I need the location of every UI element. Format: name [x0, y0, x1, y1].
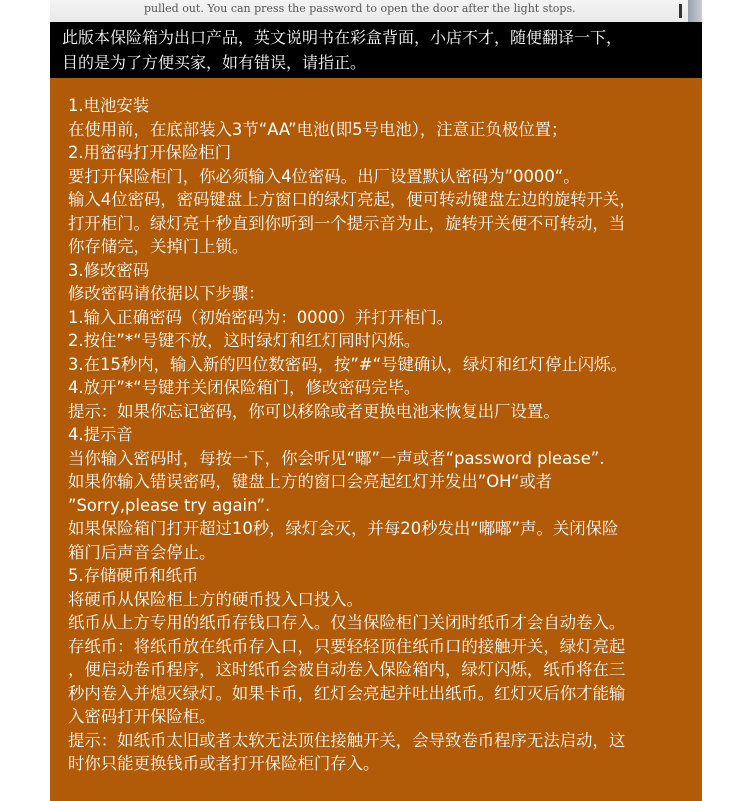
- text-line: 如果保险箱门打开超过10秒，绿灯会灭，并每20秒发出“嘟嘟”声。关闭保险: [68, 519, 619, 538]
- text-line: 秒内卷入并熄灭绿灯。如果卡币，红灯会亮起并吐出纸币。红灯灭后你才能输: [68, 683, 626, 703]
- text-line: 要打开保险柜门，你必须输入4位密码。出厂设置默认密码为”0000“。: [68, 166, 580, 186]
- translator-notice: [50, 22, 702, 78]
- text-line: 3.在15秒内，输入新的四位数密码，按”#“号键确认，绿灯和红灯停止闪烁。: [68, 354, 627, 374]
- text-line: 在使用前，在底部装入3节“AA”电池(即5号电池），注意正负极位置；: [68, 119, 568, 139]
- text-line: 如果你输入错误密码，键盘上方的窗口会亮起红灯并发出”OH“或者: [68, 472, 553, 491]
- text-line: 你存储完，关掉门上锁。: [68, 237, 249, 256]
- text-line: 修改密码请依据以下步骤：: [68, 284, 265, 303]
- door-edge-mark: [679, 4, 682, 18]
- text-line: ”Sorry,please try again”.: [68, 495, 271, 515]
- top-photo-strip: [50, 0, 702, 22]
- text-line: 箱门后声音会停止。: [68, 542, 216, 562]
- text-line: 当你输入密码时，每按一下，你会听见“嘟”一声或者“password please”.: [68, 448, 605, 468]
- text-line: ，便启动卷币程序，这时纸币会被自动卷入保险箱内，绿灯闪烁，纸币将在三: [68, 660, 626, 679]
- text-line: 纸币从上方专用的纸币存钱口存入。仅当保险柜门关闭时纸币才会自动卷入。: [68, 613, 626, 632]
- section-heading-sound: 4.提示音: [68, 425, 133, 444]
- text-line: 2.按住”*“号键不放，这时绿灯和红灯同时闪烁。: [68, 331, 421, 350]
- section-heading-battery: 1.电池安装: [68, 96, 150, 115]
- section-heading-open-door: 2.用密码打开保险柜门: [68, 143, 232, 162]
- notice-line: 此版本保险箱为出口产品，英文说明书在彩盒背面，小店不才，随便翻译一下，: [62, 28, 623, 47]
- text-line: 时你只能更换钱币或者打开保险柜门存入。: [68, 754, 380, 773]
- instructions-panel: [50, 78, 702, 801]
- notice-line: 目的是为了方便买家，如有错误，请指正。: [62, 53, 367, 72]
- safe-edge: [688, 0, 702, 22]
- tip-line: 提示：如果你忘记密码，你可以移除或者更换电池来恢复出厂设置。: [68, 401, 560, 421]
- text-line: 输入4位密码，密码键盘上方窗口的绿灯亮起，便可转动键盘左边的旋转开关，: [68, 190, 636, 209]
- photo-caption: pulled out. You can press the password to open the door after the light stops.: [144, 2, 576, 15]
- text-line: 1.输入正确密码（初始密码为：0000）并打开柜门。: [68, 307, 454, 327]
- tip-line: 提示：如纸币太旧或者太软无法顶住接触开关，会导致卷币程序无法启动，这: [68, 730, 626, 750]
- text-line: 4.放开”*“号键并关闭保险箱门，修改密码完毕。: [68, 378, 421, 397]
- section-heading-coins-notes: 5.存储硬币和纸币: [68, 566, 199, 585]
- text-line: 存纸币：将纸币放在纸币存入口，只要轻轻顶住纸币口的接触开关，绿灯亮起: [68, 636, 626, 656]
- text-line: 将硬币从保险柜上方的硬币投入口投入。: [68, 589, 364, 609]
- text-line: 入密码打开保险柜。: [68, 707, 216, 726]
- text-line: 打开柜门。绿灯亮十秒直到你听到一个提示音为止，旋转开关便不可转动，当: [68, 213, 626, 233]
- section-heading-change-password: 3.修改密码: [68, 260, 150, 280]
